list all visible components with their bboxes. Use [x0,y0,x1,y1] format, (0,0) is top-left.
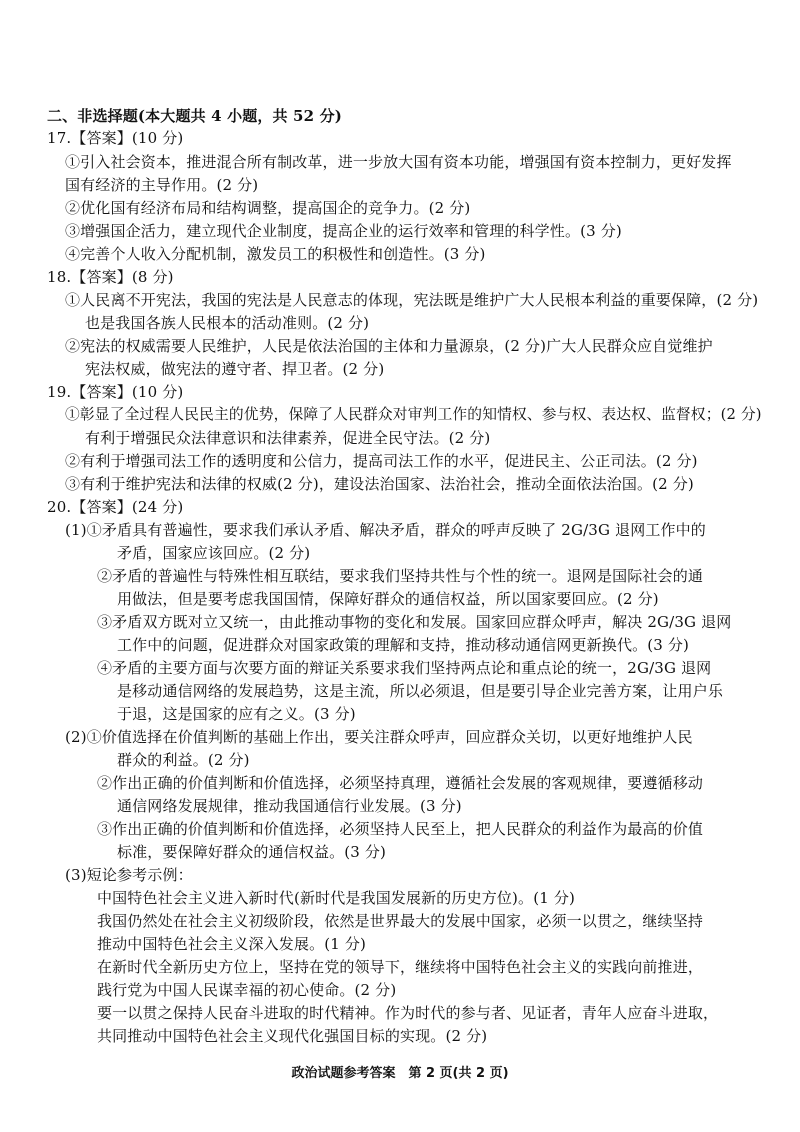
q20-part1-line: 用做法，但是要考虑我国国情，保障好群众的通信权益，所以国家要回应。(2 分) [117,590,659,608]
q20-part2-line: 群众的利益。(2 分) [117,751,250,769]
q17-line: 国有经济的主导作用。(2 分) [65,176,259,194]
q18-line: ①人民离不开宪法，我国的宪法是人民意志的体现，宪法既是维护广大人民根本利益的重要保障，(2 分) [65,291,759,309]
section-title: 二、非选择题(本大题共 4 小题，共 52 分) [47,107,342,125]
q19-line: ①彰显了全过程人民民主的优势，保障了人民群众对审判工作的知情权、参与权、表达权、监督权；(2 分) [65,406,762,423]
q20-part1-line: ④矛盾的主要方面与次要方面的辩证关系要求我们坚持两点论和重点论的统一，2G/3G 退网 [97,659,712,677]
q20-header: 20.【答案】(24 分) [47,498,184,516]
q17-line: ③增强国企活力，建立现代企业制度，提高企业的运行效率和管理的科学性。(3 分) [65,222,622,240]
q17-line: ②优化国有经济布局和结构调整，提高国企的竞争力。(2 分) [65,199,471,217]
q20-part1-line: 是移动通信网络的发展趋势，这是主流，所以必须退，但是要引导企业完善方案，让用户乐 [117,682,724,700]
q20-part2-line: 标准，要保障好群众的通信权益。(3 分) [117,843,387,861]
q20-part2-line: ②作出正确的价值判断和价值选择，必须坚持真理，遵循社会发展的客观规律，要遵循移动 [97,774,704,792]
q20-part1-line: (1)①矛盾具有普遍性，要求我们承认矛盾、解决矛盾，群众的呼声反映了 2G/3G 退网工作中的 [65,521,706,539]
q20-part2-line: 通信网络发展规律，推动我国通信行业发展。(3 分) [117,797,462,815]
q19-line: 有利于增强民众法律意识和法律素养，促进全民守法。(2 分) [85,429,491,447]
q19-line: ③有利于维护宪法和法律的权威(2 分)，建设法治国家、法治社会，推动全面依法治国。(2 分) [65,475,694,493]
q20-part1-line: ②矛盾的普遍性与特殊性相互联结，要求我们坚持共性与个性的统一。退网是国际社会的通 [97,567,704,585]
q20-part3-line: 推动中国特色社会主义深入发展。(1 分) [97,935,367,953]
q20-part3-line: 要一以贯之保持人民奋斗进取的时代精神。作为时代的参与者、见证者，青年人应奋斗进取， [97,1004,719,1022]
q20-part1-line: ③矛盾双方既对立又统一，由此推动事物的变化和发展。国家回应群众呼声，解决 2G/3G 退网 [97,613,732,631]
q20-part1-line: 于退，这是国家的应有之义。(3 分) [117,705,356,723]
q20-part3-line: 践行党为中国人民谋幸福的初心使命。(2 分) [97,981,397,999]
q18-line: 宪法权威，做宪法的遵守者、捍卫者。(2 分) [85,360,385,378]
q20-part2-line: (2)①价值选择在价值判断的基础上作出，要关注群众呼声，回应群众关切，以更好地维护人民 [65,728,693,746]
q20-part3-line: 共同推动中国特色社会主义现代化强国目标的实现。(2 分) [97,1027,488,1045]
q18-line: ②宪法的权威需要人民维护，人民是依法治国的主体和力量源泉，(2 分)广大人民群众应自觉维护 [65,337,713,355]
q18-line: 也是我国各族人民根本的活动准则。(2 分) [85,314,370,332]
page-footer: 政治试题参考答案 第 2 页(共 2 页) [291,1066,509,1081]
q17-line: ①引入社会资本，推进混合所有制改革，进一步放大国有资本功能，增强国有资本控制力，更好发挥 [65,153,732,171]
q20-part3-line: 在新时代全新历史方位上，坚持在党的领导下，继续将中国特色社会主义的实践向前推进， [97,958,704,976]
q20-part2-line: ③作出正确的价值判断和价值选择，必须坚持人民至上，把人民群众的利益作为最高的价值 [97,820,704,838]
q20-part3-line: 中国特色社会主义进入新时代(新时代是我国发展新的历史方位)。(1 分) [97,889,575,907]
q20-part1-line: 矛盾，国家应该回应。(2 分) [117,544,311,562]
q17-header: 17.【答案】(10 分) [47,129,184,147]
q20-part1-line: 工作中的问题，促进群众对国家政策的理解和支持，推动移动通信网更新换代。(3 分) [117,636,690,654]
q17-line: ④完善个人收入分配机制，激发员工的积极性和创造性。(3 分) [65,245,486,263]
q19-line: ②有利于增强司法工作的透明度和公信力，提高司法工作的水平，促进民主、公正司法。(2 分) [65,452,698,470]
q20-part3-line: (3)短论参考示例： [65,866,193,884]
q20-part3-line: 我国仍然处在社会主义初级阶段，依然是世界最大的发展中国家，必须一以贯之，继续坚持 [97,912,704,930]
q18-header: 18.【答案】(8 分) [47,268,174,286]
q19-header: 19.【答案】(10 分) [47,383,184,401]
